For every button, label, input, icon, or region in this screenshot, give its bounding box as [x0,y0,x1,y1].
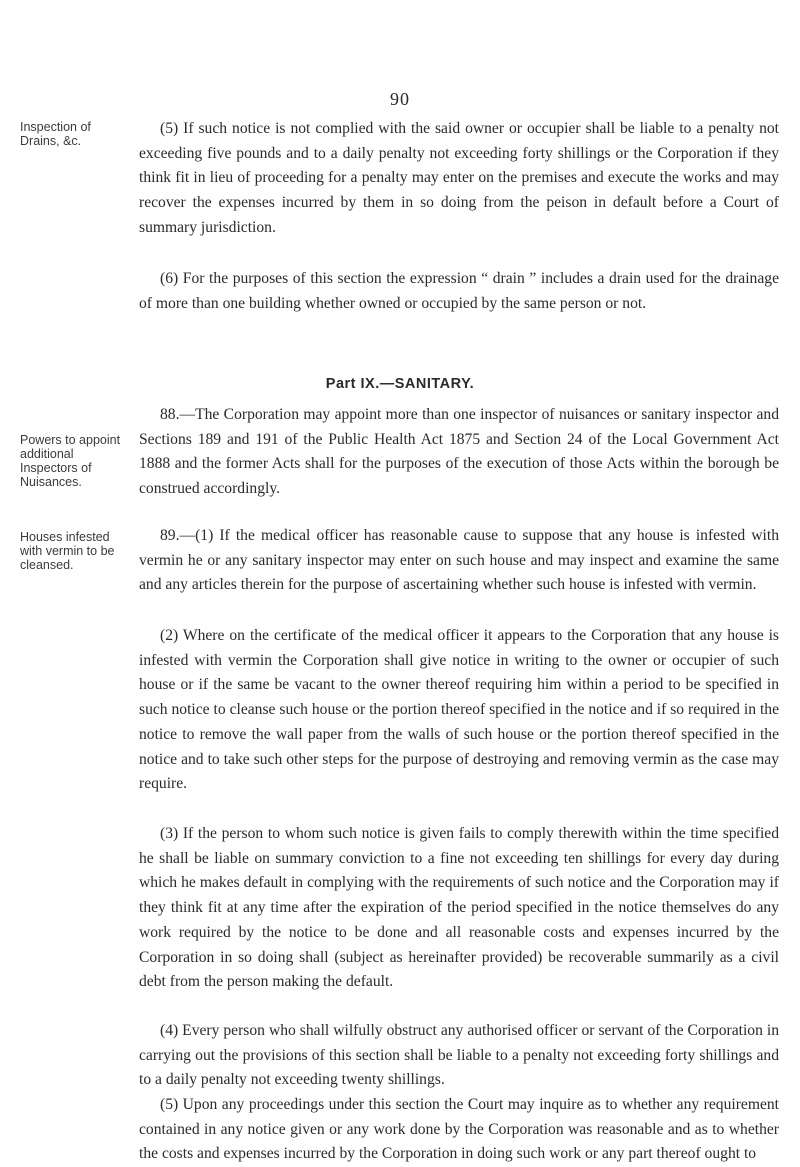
part-heading: Part IX.—SANITARY. [325,376,475,392]
section-89-2: (2) Where on the certificate of the medical officer it appears to the Corporation that any house is infested with vermin the Corporation shall give notice in writing to the owner or occupier of such house or if the same be vacant to the owner thereof requiring him within a period to be specified in such notice to cleanse such house or the portion thereof specified in the notice and if so required in the notice to remove the wall paper from the walls of such house or the portion thereof specified in the notice and to take such other steps for the purpose of destroying and removing vermin as the case may require. [139,627,779,793]
margin-note-houses-infested: Houses infested with vermin to be cleansed. [20,530,115,572]
section-88: 88.—The Corporation may appoint more than one inspector of nuisances or sanitary inspector and Sections 189 and 191 of the Public Health Act 1875 and Section 24 of the Local Government Act 1888 and the former Acts shall for the purposes of the execution of those Acts within the borough be construed accordingly. [139,406,779,498]
margin-note-powers-to-appoint: Powers to appoint additional Inspectors of Nuisances. [20,433,121,489]
section-89-1: 89.—(1) If the medical officer has reasonable cause to suppose that any house is infested with vermin he or any sanitary inspector may enter on such house and may inspect and examine the same and any articles therein for the purpose of ascertaining whether such house is infested with vermin. [139,527,779,594]
page-number: 90 [390,89,410,109]
section-89-3: (3) If the person to whom such notice is given fails to comply therewith within the time specified he shall be liable on summary conviction to a fine not exceeding ten shillings for every day during which he makes default in complying with the requirements of such notice and the Corporation may if they think fit at any time after the expiration of the period specified in the notice themselves do any work required by the notice to be done and all reasonable costs and expenses incurred by the Corporation in so doing shall (subject as hereinafter provided) be recoverable summarily as a civil debt from the person making the default. [139,825,779,991]
margin-note-inspection-of-drains: Inspection of Drains, &c. [20,120,91,148]
paragraph-drain-definition: (6) For the purposes of this section the expression “ drain ” includes a drain used for the drainage of more than one building whether owned or occupied by the same person or not. [139,270,779,312]
section-89-5: (5) Upon any proceedings under this section the Court may inquire as to whether any requirement contained in any notice given or any work done by the Corporation was reasonable and as to whether the costs and expenses incurred by the Corporation in doing such work or any part thereof ought to [139,1096,779,1163]
paragraph-drains-penalty: (5) If such notice is not complied with the said owner or occupier shall be liable to a penalty not exceeding five pounds and to a daily penalty not exceeding forty shillings or the Corporation if they think fit in lieu of proceeding for a penalty may enter on the premises and execute the works and may recover the expenses incurred by them in so doing from the peison in default before a Court of summary jurisdiction. [139,120,779,236]
section-89-4: (4) Every person who shall wilfully obstruct any authorised officer or servant of the Corporation in carrying out the provisions of this section shall be liable to a penalty not exceeding forty shillings and to a daily penalty not exceeding twenty shillings. [139,1022,779,1089]
